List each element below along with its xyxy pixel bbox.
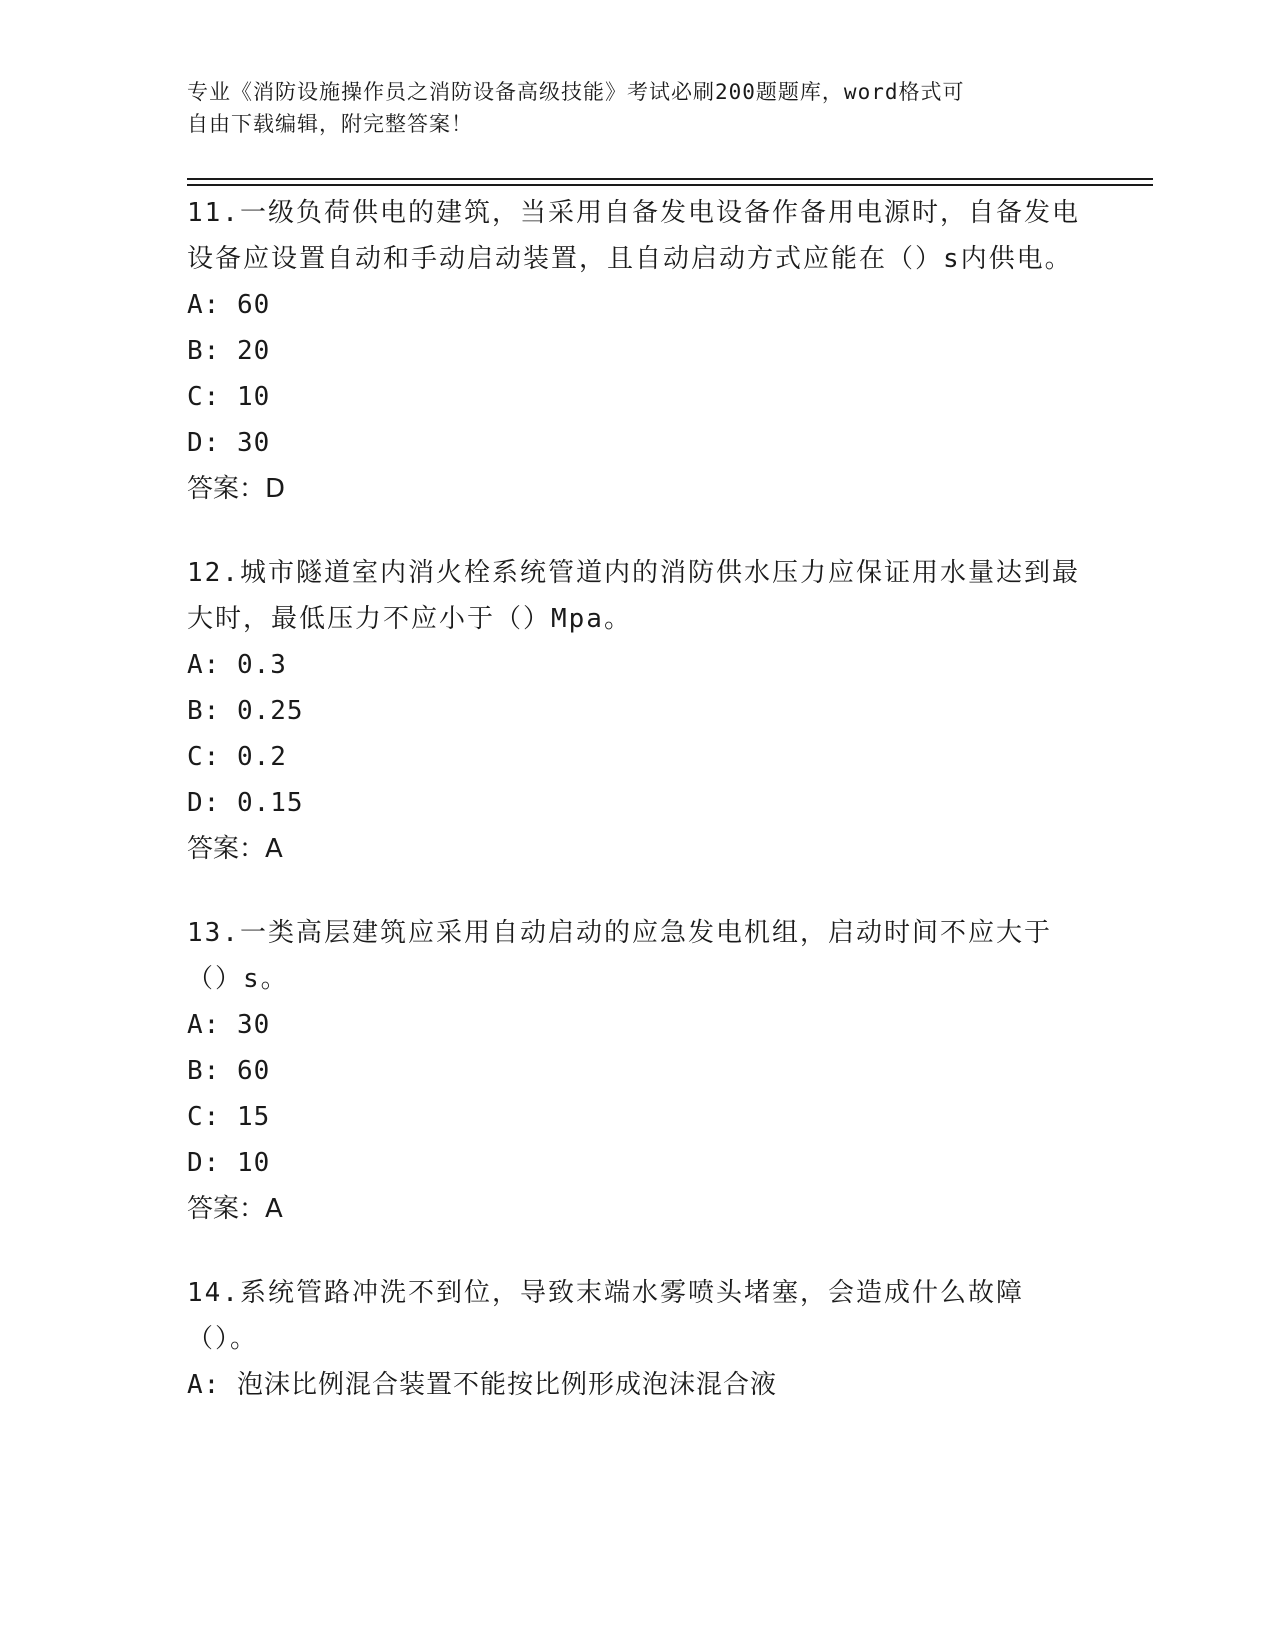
option-d: D: 0.15 bbox=[187, 788, 304, 818]
document-header bbox=[187, 76, 1067, 140]
answer-line: 答案：D bbox=[187, 474, 286, 504]
option-b: B: 20 bbox=[187, 336, 271, 366]
header-divider-bottom bbox=[187, 184, 1153, 186]
option-a: A: 30 bbox=[187, 1010, 271, 1040]
option-c: C: 10 bbox=[187, 382, 271, 412]
header-line-2: 自由下载编辑，附完整答案！ bbox=[187, 112, 473, 136]
header-divider-top bbox=[187, 178, 1153, 180]
option-b: B: 0.25 bbox=[187, 696, 304, 726]
option-b: B: 60 bbox=[187, 1056, 271, 1086]
question-11 bbox=[187, 190, 1087, 512]
question-12 bbox=[187, 550, 1087, 872]
question-text: 13.一类高层建筑应采用自动启动的应急发电机组，启动时间不应大于（）s。 bbox=[187, 918, 1052, 994]
option-a: A: 0.3 bbox=[187, 650, 287, 680]
question-list bbox=[187, 190, 1087, 1446]
answer-line: 答案：A bbox=[187, 834, 283, 864]
option-a: A: 60 bbox=[187, 290, 271, 320]
answer-line: 答案：A bbox=[187, 1194, 283, 1224]
question-text: 11.一级负荷供电的建筑，当采用自备发电设备作备用电源时，自备发电设备应设置自动和手动启动装置，且自动启动方式应能在（）s内供电。 bbox=[187, 198, 1080, 274]
option-c: C: 15 bbox=[187, 1102, 271, 1132]
question-text: 12.城市隧道室内消火栓系统管道内的消防供水压力应保证用水量达到最大时，最低压力不应小于（）Mpa。 bbox=[187, 558, 1080, 634]
option-c: C: 0.2 bbox=[187, 742, 287, 772]
option-d: D: 10 bbox=[187, 1148, 271, 1178]
question-14 bbox=[187, 1270, 1087, 1408]
option-d: D: 30 bbox=[187, 428, 271, 458]
question-13 bbox=[187, 910, 1087, 1232]
option-a: A: 泡沫比例混合装置不能按比例形成泡沫混合液 bbox=[187, 1370, 777, 1400]
header-line-1: 专业《消防设施操作员之消防设备高级技能》考试必刷200题题库，word格式可 bbox=[187, 80, 965, 104]
question-text: 14.系统管路冲洗不到位，导致末端水雾喷头堵塞，会造成什么故障（）。 bbox=[187, 1278, 1024, 1354]
